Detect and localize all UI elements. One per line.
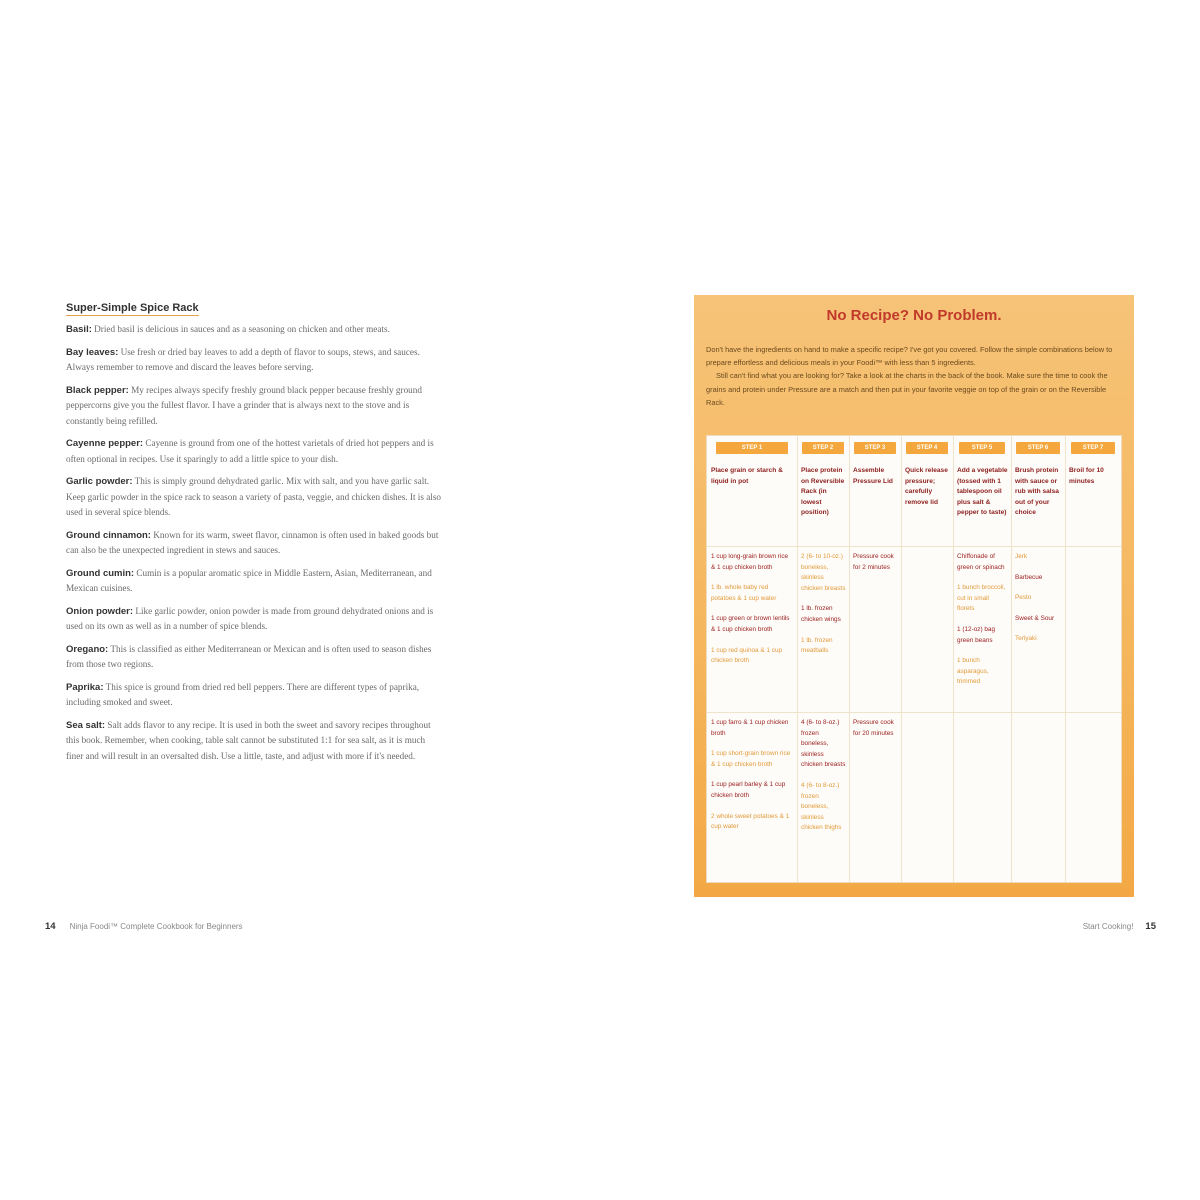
step-column	[1065, 436, 1121, 882]
page-number: 15	[1145, 921, 1156, 932]
step-column	[707, 436, 798, 882]
spice-description: Known for its warm, sweet flavor, cinnamon is often used in baked goods but can also be the unexpected ingredient in stews and sauces.	[66, 529, 439, 555]
spice-list	[66, 322, 444, 764]
intro-paragraph: Still can't find what you are looking for? Take a look at the charts in the back of the book. Make sure the time to cook the grains and protein under Pressure are a match and then put in your favorite veggie on top of the grain or on the Reversible Rack.	[706, 371, 1108, 407]
step-badge: STEP 5	[959, 442, 1005, 454]
step-badge: STEP 2	[802, 442, 844, 454]
option-item: 2 whole sweet potatoes & 1 cup water	[711, 812, 790, 831]
spice-name: Bay leaves:	[66, 346, 119, 358]
option-item: Teriyaki	[1015, 635, 1037, 643]
spice-entry	[66, 322, 444, 338]
step-badge: STEP 3	[854, 442, 896, 454]
option-item: 1 lb. whole baby red potatoes & 1 cup water	[711, 584, 777, 602]
page-number: 14	[45, 921, 56, 932]
spice-name: Sea salt:	[66, 719, 106, 731]
option-item: 1 cup long-grain brown rice & 1 cup chicken broth	[711, 553, 789, 571]
step-badge: STEP 1	[716, 442, 788, 454]
spice-description: This is classified as either Mediterranean or Mexican and is often used to season dishes from those two regions.	[66, 643, 432, 669]
no-recipe-panel	[694, 295, 1134, 897]
option-item: Pesto	[1015, 594, 1032, 602]
book-title: Ninja Foodi™ Complete Cookbook for Beginners	[69, 922, 243, 931]
spice-entry	[66, 680, 444, 711]
option-item: 1 lb. frozen chicken wings	[801, 605, 841, 623]
spice-name: Ground cinnamon:	[66, 529, 151, 541]
option-item: 1 cup farro & 1 cup chicken broth	[711, 719, 789, 737]
spice-entry	[66, 528, 444, 559]
intro-paragraph: Don't have the ingredients on hand to make a specific recipe? I've got you covered. Follow the simple combinations below to prepare effortless and delicious meals in your Foodi™ with less than 5 ingredients.	[706, 345, 1113, 368]
steps-chart	[706, 435, 1122, 883]
spice-name: Garlic powder:	[66, 476, 133, 487]
left-page	[66, 298, 444, 771]
option-cell	[1015, 552, 1062, 655]
spice-entry	[66, 604, 444, 635]
spice-entry	[66, 718, 444, 765]
spice-entry	[66, 436, 444, 467]
option-item: Barbecue	[1015, 573, 1043, 581]
spice-entry	[66, 474, 444, 521]
spice-description: Salt adds flavor to any recipe. It is used in both the sweet and savory recipes throughout this book. Remember, when cooking, table salt cannot be substituted 1:1 for sea salt, as it is much finer and will result in an oversalted dish. Use a little, taste, and adjust with more if it's needed.	[66, 719, 431, 761]
spice-name: Black pepper:	[66, 384, 129, 396]
spice-description: This spice is ground from dried red bell peppers. There are different types of paprika, including smoked and sweet.	[66, 681, 420, 707]
spice-entry	[66, 383, 444, 430]
spice-description: Cayenne is ground from one of the hottest varietals of dried hot peppers and is often optional in recipes. Use it sparingly to add a little spice to your dish.	[66, 438, 434, 464]
option-item: 4 (6- to 8-oz.) frozen boneless, skinless chicken breasts	[801, 719, 846, 769]
step-column	[953, 436, 1012, 882]
option-cell	[711, 552, 794, 677]
section-name: Start Cooking!	[1082, 922, 1134, 931]
option-cell	[853, 718, 898, 749]
panel-title: No Recipe? No Problem.	[826, 307, 1002, 324]
option-item: 1 cup pearl barley & 1 cup chicken broth	[711, 781, 786, 799]
option-cell	[711, 718, 794, 843]
option-item: Pressure cook for 2 minutes	[853, 553, 894, 571]
spice-name: Cayenne pepper:	[66, 438, 144, 449]
step-instruction: Brush protein with sauce or rub with salsa out of your choice	[1015, 467, 1059, 517]
panel-intro	[706, 343, 1120, 409]
option-item: 1 cup green or brown lentils & 1 cup chicken broth	[711, 615, 790, 633]
step-instruction: Place protein on Reversible Rack (in lowest position)	[801, 467, 845, 517]
option-cell	[801, 718, 846, 844]
step-instruction: Quick release pressure; carefully remove lid	[905, 467, 948, 506]
section-title: Super-Simple Spice Rack	[66, 302, 199, 314]
option-item: Sweet & Sour	[1015, 614, 1055, 622]
spice-name: Basil:	[66, 324, 92, 335]
option-cell	[801, 552, 846, 667]
step-instruction: Add a vegetable (tossed with 1 tablespoon oil plus salt & pepper to taste)	[957, 467, 1008, 517]
left-footer	[45, 921, 243, 932]
spice-name: Ground cumin:	[66, 567, 135, 579]
step-badge: STEP 4	[906, 442, 948, 454]
spice-name: Paprika:	[66, 681, 104, 693]
spice-entry	[66, 642, 444, 673]
option-item: Jerk	[1015, 553, 1028, 560]
option-item: 1 bunch asparagus, trimmed	[957, 657, 989, 686]
option-item: Pressure cook for 20 minutes	[853, 719, 894, 737]
spice-description: Cumin is a popular aromatic spice in Middle Eastern, Asian, Mediterranean, and Mexican cuisines.	[66, 567, 432, 593]
step-instruction: Broil for 10 minutes	[1069, 467, 1104, 485]
option-item: 1 cup red quinoa & 1 cup chicken broth	[711, 646, 783, 665]
spice-description: Dried basil is delicious in sauces and as a seasoning on chicken and other meats.	[94, 324, 390, 334]
option-item: 1 (12-oz) bag green beans	[957, 625, 996, 644]
step-column	[797, 436, 850, 882]
spice-description: Use fresh or dried bay leaves to add a depth of flavor to soups, stews, and sauces. Always remember to remove and discard the leaves before serving.	[66, 346, 420, 372]
step-column	[1011, 436, 1066, 882]
spice-name: Onion powder:	[66, 605, 134, 617]
step-instruction: Place grain or starch & liquid in pot	[711, 467, 783, 485]
option-item: 4 (6- to 8-oz.) frozen boneless, skinless chicken thighs	[801, 781, 842, 832]
right-footer	[1083, 921, 1156, 932]
step-instruction: Assemble Pressure Lid	[853, 467, 893, 485]
spice-name: Oregano:	[66, 643, 109, 655]
spice-description: This is simply ground dehydrated garlic. Mix with salt, and you have garlic salt. Keep garlic powder in the spice rack to season a variety of pasta, veggie, and chicken dishes. It is also used in several spice blends.	[66, 476, 442, 517]
step-column	[901, 436, 954, 882]
spice-description: My recipes always specify freshly ground black pepper because freshly ground peppercorns give you the fullest flavor. I have a grinder that is always next to the stove and is constantly being refilled.	[66, 384, 422, 426]
step-badge: STEP 6	[1016, 442, 1059, 454]
option-item: Chiffonade of green or spinach	[957, 553, 1005, 571]
option-item: 2 (6- to 10-oz.) boneless, skinless chicken breasts	[801, 553, 846, 592]
option-item: 1 cup short-grain brown rice & 1 cup chicken broth	[711, 750, 791, 768]
step-badge: STEP 7	[1071, 442, 1116, 454]
spice-entry	[66, 566, 444, 597]
option-cell	[957, 552, 1008, 698]
option-item: 1 bunch broccoli, cut in small florets	[957, 584, 1006, 613]
spice-description: Like garlic powder, onion powder is made from ground dehydrated onions and is used on its own as well as in a number of spice blends.	[66, 605, 434, 631]
spice-entry	[66, 345, 444, 376]
step-column	[849, 436, 902, 882]
option-item: 1 lb. frozen meatballs	[801, 636, 833, 655]
option-cell	[853, 552, 898, 583]
